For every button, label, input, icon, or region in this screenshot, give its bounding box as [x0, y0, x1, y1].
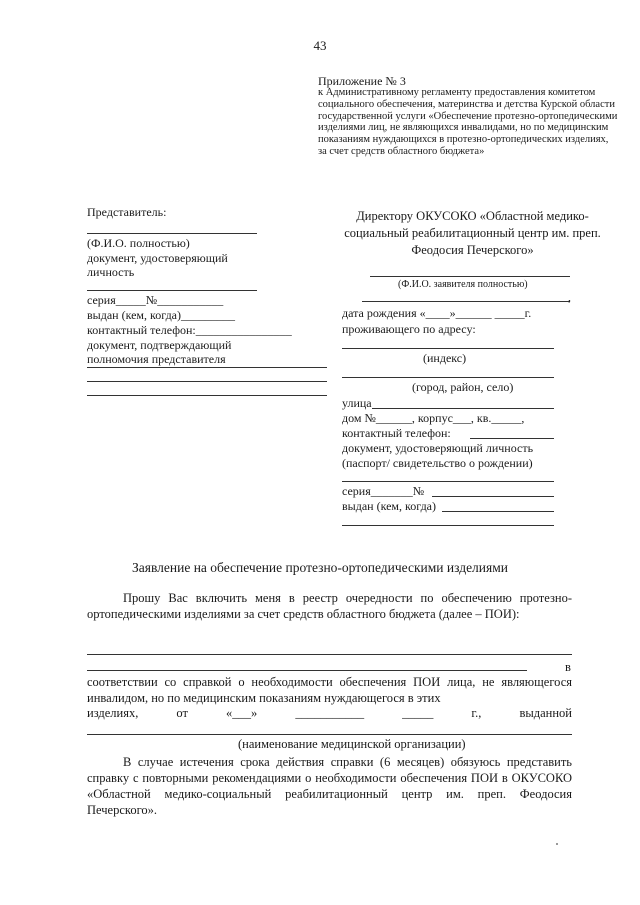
- series-field[interactable]: серия_____№___________: [87, 293, 224, 307]
- scan-speck: [556, 843, 558, 845]
- medical-org-caption: (наименование медицинской организации): [238, 737, 466, 751]
- statement-title: Заявление на обеспечение протезно-ортопедическими изделиями: [131, 560, 509, 575]
- series-line[interactable]: [432, 496, 554, 497]
- doc-line[interactable]: [87, 290, 257, 291]
- year-field[interactable]: _____: [402, 706, 434, 720]
- authority-line-2[interactable]: [87, 381, 327, 382]
- poi-line-1[interactable]: [87, 654, 572, 655]
- appendix-title: Приложение № 3: [318, 74, 406, 88]
- issued-line-2[interactable]: [342, 525, 554, 526]
- poi-line-2[interactable]: [87, 670, 527, 671]
- row-word-from: от: [176, 706, 188, 720]
- statement-paragraph-2: соответствии со справкой о необходимости обеспечения ПОИ лица, не являющегося инвалидом, но по медицинским показаниям нуждающегося в этих: [87, 675, 572, 705]
- phone-field[interactable]: контактный телефон:________________: [87, 323, 292, 337]
- identity-label-1: документ, удостоверяющий личность: [342, 441, 534, 455]
- row-word-issued: выданной: [519, 706, 572, 720]
- month-field[interactable]: ___________: [295, 706, 365, 720]
- authority-label-2: полномочия представителя: [87, 352, 226, 366]
- authority-line-3[interactable]: [87, 395, 327, 396]
- city-caption: (город, район, село): [412, 380, 514, 394]
- medical-org-line[interactable]: [87, 734, 572, 735]
- comma: ,: [568, 290, 571, 304]
- issued-line-1[interactable]: [442, 511, 554, 512]
- house-field[interactable]: дом №______, корпус___, кв._____,: [342, 411, 525, 425]
- representative-label: Представитель:: [87, 205, 167, 219]
- director-addressee: Директору ОКУСОКО «Областной медико-социальный реабилитационный центр им. преп. Феодосия Печерского»: [344, 209, 601, 257]
- row-word-year: г.,: [471, 706, 482, 720]
- index-caption: (индекс): [423, 351, 467, 365]
- page-number: 43: [313, 38, 327, 53]
- applicant-fio-line[interactable]: [370, 276, 570, 277]
- phone-line[interactable]: [470, 438, 554, 439]
- city-line[interactable]: [342, 377, 554, 378]
- doc-label-2: личность: [87, 265, 135, 279]
- authority-line-1[interactable]: [87, 367, 327, 368]
- row-word-products: изделиях,: [87, 706, 139, 720]
- issued-label: выдан (кем, когда): [342, 499, 437, 513]
- identity-label-2: (паспорт/ свидетельство о рождении): [342, 456, 533, 470]
- representative-fio-line[interactable]: [87, 233, 257, 234]
- statement-paragraph-3: В случае истечения срока действия справки (6 месяцев) обязуюсь представить справку с повторными рекомендациями о необходимости обеспечения ПОИ в ОКУСОКО «Областной медико-социальный реабилитационный центр им. преп. Феодосия Печерского».: [87, 755, 572, 817]
- identity-line[interactable]: [342, 481, 554, 482]
- appendix-text: к Административному регламенту предоставления комитетом социального обеспечения, материнства и детства Курской области государственной услуги «Обеспечение протезно-ортопедическими изделиями лиц, не являющихся инвалидами, но по медицинским показаниям нуждающихся в протезно-ортопедических изделиях, за счет средств областного бюджета»: [318, 87, 618, 157]
- street-line[interactable]: [372, 408, 554, 409]
- series-label: серия_______№: [342, 484, 425, 498]
- statement-paragraph-1: Прошу Вас включить меня в реестр очередности по обеспечению протезно-ортопедическими изделиями за счет средств областного бюджета (далее – ПОИ):: [87, 591, 572, 621]
- index-line[interactable]: [342, 348, 554, 349]
- applicant-name-line[interactable]: [362, 301, 570, 302]
- applicant-fio-caption: (Ф.И.О. заявителя полностью): [398, 279, 528, 290]
- authority-label-1: документ, подтверждающий: [87, 338, 232, 352]
- street-label: улица: [342, 396, 372, 410]
- in-word: в: [565, 660, 571, 674]
- day-field[interactable]: «___»: [226, 706, 258, 720]
- doc-label-1: документ, удостоверяющий: [87, 251, 228, 265]
- issued-field[interactable]: выдан (кем, когда)_________: [87, 308, 236, 322]
- birth-date-field[interactable]: дата рождения «____»______ _____г.: [342, 306, 532, 320]
- fio-caption: (Ф.И.О. полностью): [87, 236, 190, 250]
- certificate-date-row: [87, 706, 572, 721]
- residing-label: проживающего по адресу:: [342, 322, 476, 336]
- phone-label: контактный телефон:: [342, 426, 451, 440]
